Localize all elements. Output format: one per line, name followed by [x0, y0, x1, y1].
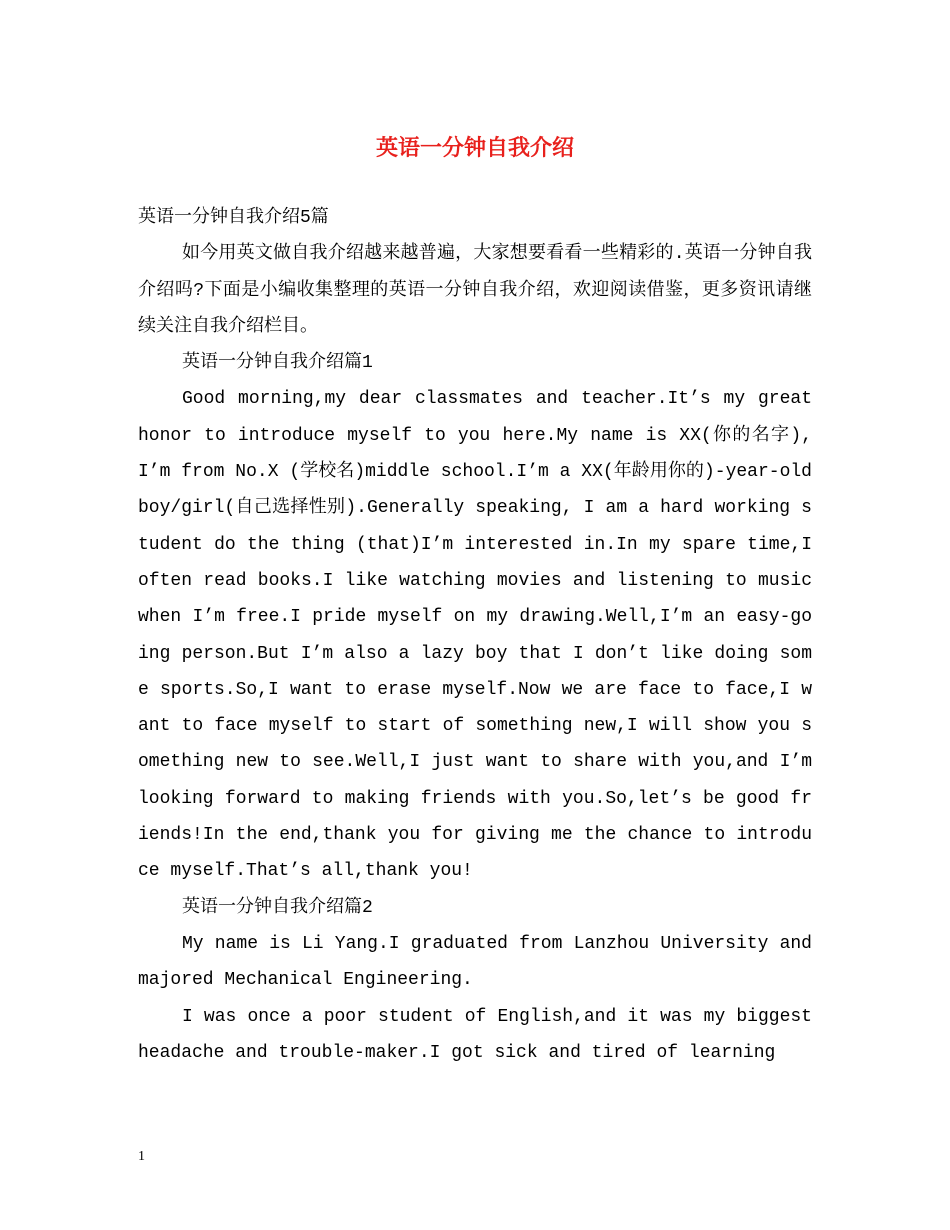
- paragraph-intro: 如今用英文做自我介绍越来越普遍，大家想要看看一些精彩的.英语一分钟自我介绍吗?下面是小编收集整理的英语一分钟自我介绍，欢迎阅读借鉴，更多资讯请继续关注自我介绍栏目。: [138, 244, 812, 337]
- page-number: 1: [138, 1149, 145, 1164]
- section-heading-1: 英语一分钟自我介绍篇1: [182, 353, 373, 374]
- paragraph-section-2b: I was once a poor student of English,and it was my biggest headache and trouble-maker.I got sick and tired of learning: [138, 1006, 812, 1063]
- paragraph-subtitle: 英语一分钟自我介绍5篇: [138, 208, 329, 228]
- document-title: 英语一分钟自我介绍: [375, 135, 574, 161]
- document-body: [138, 200, 812, 1071]
- paragraph-section-2a: My name is Li Yang.I graduated from Lanzhou University and majored Mechanical Engineering.: [138, 933, 812, 991]
- section-heading-2: 英语一分钟自我介绍篇2: [182, 897, 373, 918]
- paragraph-section-1: Good morning,my dear classmates and teacher.It’s my great honor to introduce myself to you here.My name is XX(你的名字),I’m from No.X (学校名)middle school.I’m a XX(年龄用你的)-year-old boy/girl(自己选择性别).Generally speaking, I am a hard working student do the thing (that)I’m interested in.In my spare time,I often read books.I like watching movies and listening to music when I’m free.I pride myself on my drawing.Well,I’m an easy-going person.But I’m also a lazy boy that I don’t like doing some sports.So,I want to erase myself.Now we are face to face,I want to face myself to start of something new,I will show you something new to see.Well,I just want to share with you,and I’m looking forward to making friends with you.So,let’s be good friends!In the end,thank you for giving me the chance to introduce myself.That’s all,thank you!: [138, 389, 812, 882]
